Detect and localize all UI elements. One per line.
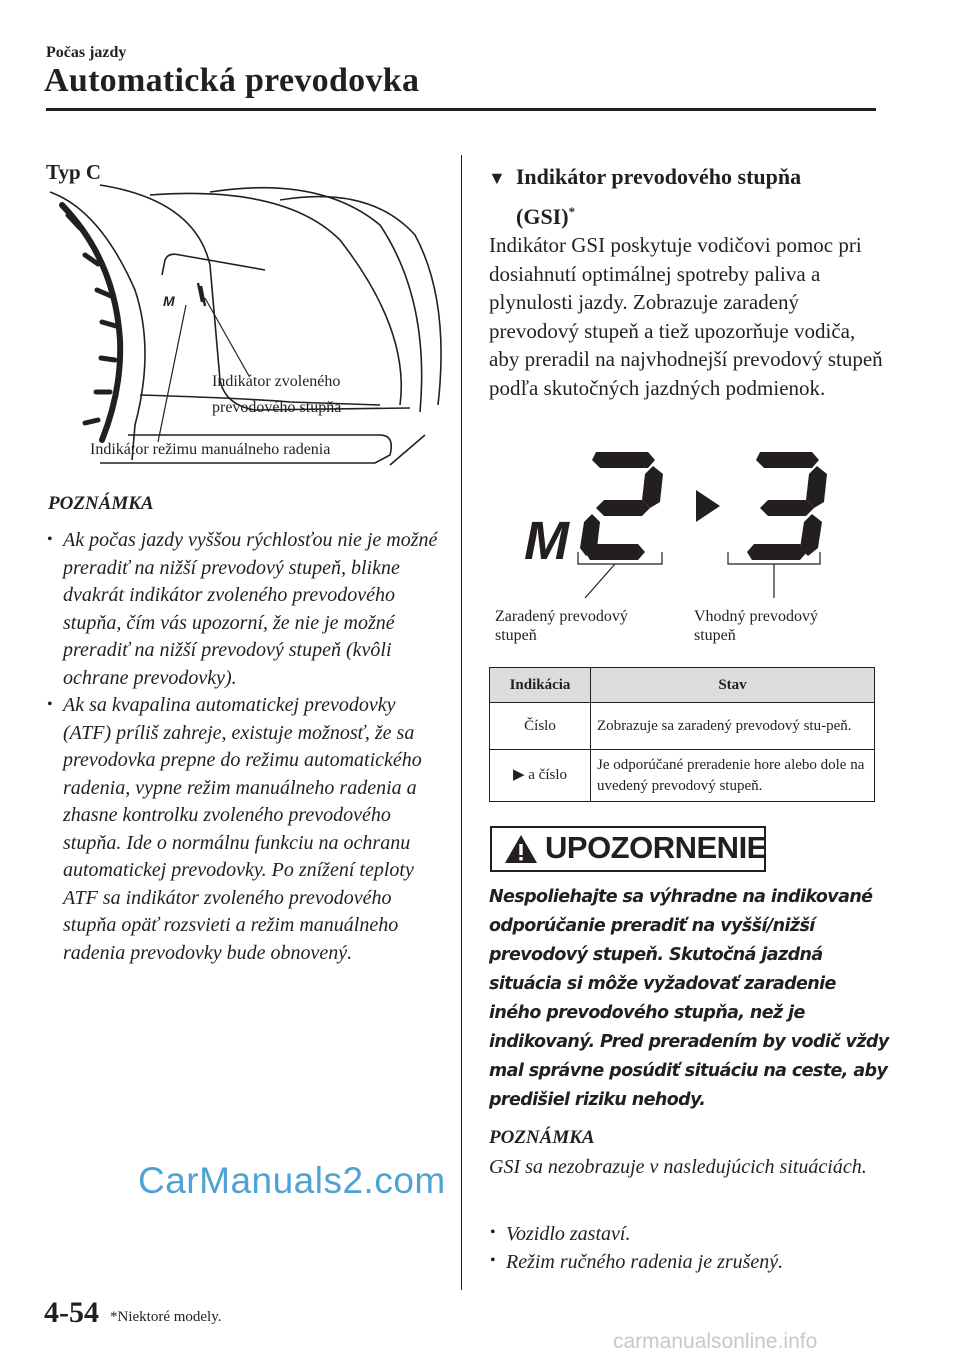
label-suggested-gear-1: Vhodný prevodový <box>694 608 818 625</box>
watermark-url[interactable]: carmanualsonline.info <box>613 1330 818 1353</box>
warning-title: UPOZORNENIE <box>545 830 767 865</box>
instrument-cluster-illustration <box>40 180 450 480</box>
list-item: • Režim ručného radenia je zrušený. <box>489 1248 879 1276</box>
label-manual-mode-indicator: Indikátor režimu manuálneho radenia <box>90 441 331 458</box>
note-heading-right: POZNÁMKA <box>489 1127 595 1148</box>
note-heading-left: POZNÁMKA <box>48 493 154 514</box>
page-number: 4-54 <box>44 1296 99 1329</box>
table-cell-state: Je odporúčané preradenie hore alebo dole na uvedený prevodový stupeň. <box>591 750 875 802</box>
list-item: • Vozidlo zastaví. <box>489 1220 879 1248</box>
note-bullets-right <box>489 1220 879 1276</box>
table-cell-state: Zobrazuje sa zaradený prevodový stu-peň. <box>591 703 875 750</box>
label-selected-gear-indicator-2: prevodového stupňa <box>212 399 342 416</box>
label-current-gear-2: stupeň <box>495 627 537 644</box>
shift-arrow-icon <box>696 490 720 522</box>
asterisk-mark: * <box>568 204 576 219</box>
label-current-gear-1: Zaradený prevodový <box>495 608 628 625</box>
table-cell-indication <box>490 750 591 802</box>
indication-text: a číslo <box>528 767 568 783</box>
warning-triangle-icon <box>504 834 538 864</box>
list-item: • Ak počas jazdy vyššou rýchlosťou nie je možné preradiť na nižší prevodový stupeň, blikne dvakrát indikátor zvoleného prevodového stupňa, čím vás upozorní, že nie je možné preradiť na nižší prevodový stupeň (kvôli ochrane prevodovky). <box>46 527 446 692</box>
label-selected-gear-indicator-1: Indikátor zvoleného <box>212 373 341 390</box>
digit-suggested-gear <box>747 452 827 560</box>
table-row <box>490 750 875 802</box>
note-bullets-left <box>46 527 446 967</box>
note-text-right: GSI sa nezobrazuje v nasledujúcich situáciách. <box>489 1156 867 1178</box>
table-row <box>490 703 875 750</box>
arrow-right-icon: ▶ <box>512 767 525 783</box>
table-header-row <box>490 668 875 703</box>
manual-m-glyph: M <box>163 293 175 309</box>
list-item: • Ak sa kvapalina automatickej prevodovky (ATF) príliš zahreje, existuje možnosť, že sa prevodovka prepne do režimu automatického radenia, vypne režim manuálneho radenia a zhasne kontrolku zvoleného prevodového stupňa. Ide o normálnu funkciu na ochranu automatickej prevodovky. Po znížení teploty ATF sa indikátor zvoleného prevodového stupňa opäť rozsvieti a režim manuálneho radenia prevodovky bude obnovený. <box>46 692 446 967</box>
gsi-heading <box>488 160 888 233</box>
page-title: Automatická prevodovka <box>44 62 420 99</box>
table-cell-indication: Číslo <box>490 703 591 750</box>
warning-text: Nespoliehajte sa výhradne na indikované odporúčanie preradiť na vyšší/nižší prevodový stupeň. Skutočná jazdná situácia si môže vyžadovať zaradenie iného prevodového stupňa, než je indikovaný. Pred preradením by vodič vždy mal správne posúdiť situáciu na ceste, aby predišiel riziku nehody. <box>489 887 889 1110</box>
gsi-heading-line1: Indikátor prevodového stupňa <box>515 164 802 189</box>
gsi-display-illustration <box>490 440 880 620</box>
gsi-paragraph: Indikátor GSI poskytuje vodičovi pomoc pri dosiahnutí optimálnej spotreby paliva a plynulosti jazdy. Zobrazuje zaradený prevodový stupeň a tiež upozorňuje vodiča, aby preradil na najvhodnejší prevodový stupeň podľa skutočných jazdných podmienok. <box>489 233 883 400</box>
triangle-down-icon: ▼ <box>488 168 506 188</box>
label-suggested-gear-2: stupeň <box>694 627 736 644</box>
header-rule <box>46 108 876 111</box>
manual-m-display: M <box>524 511 569 571</box>
type-label: Typ C <box>46 160 102 184</box>
watermark-logo[interactable]: CarManuals2.com <box>138 1160 446 1201</box>
gsi-indication-table <box>489 667 875 802</box>
table-header-indication: Indikácia <box>490 668 591 703</box>
gsi-heading-line2: (GSI) <box>516 204 569 230</box>
footnote: *Niektoré modely. <box>110 1309 222 1325</box>
digit-current-gear <box>580 452 663 560</box>
section-label: Počas jazdy <box>46 44 127 61</box>
table-header-state: Stav <box>591 668 875 703</box>
column-divider <box>461 155 462 1290</box>
